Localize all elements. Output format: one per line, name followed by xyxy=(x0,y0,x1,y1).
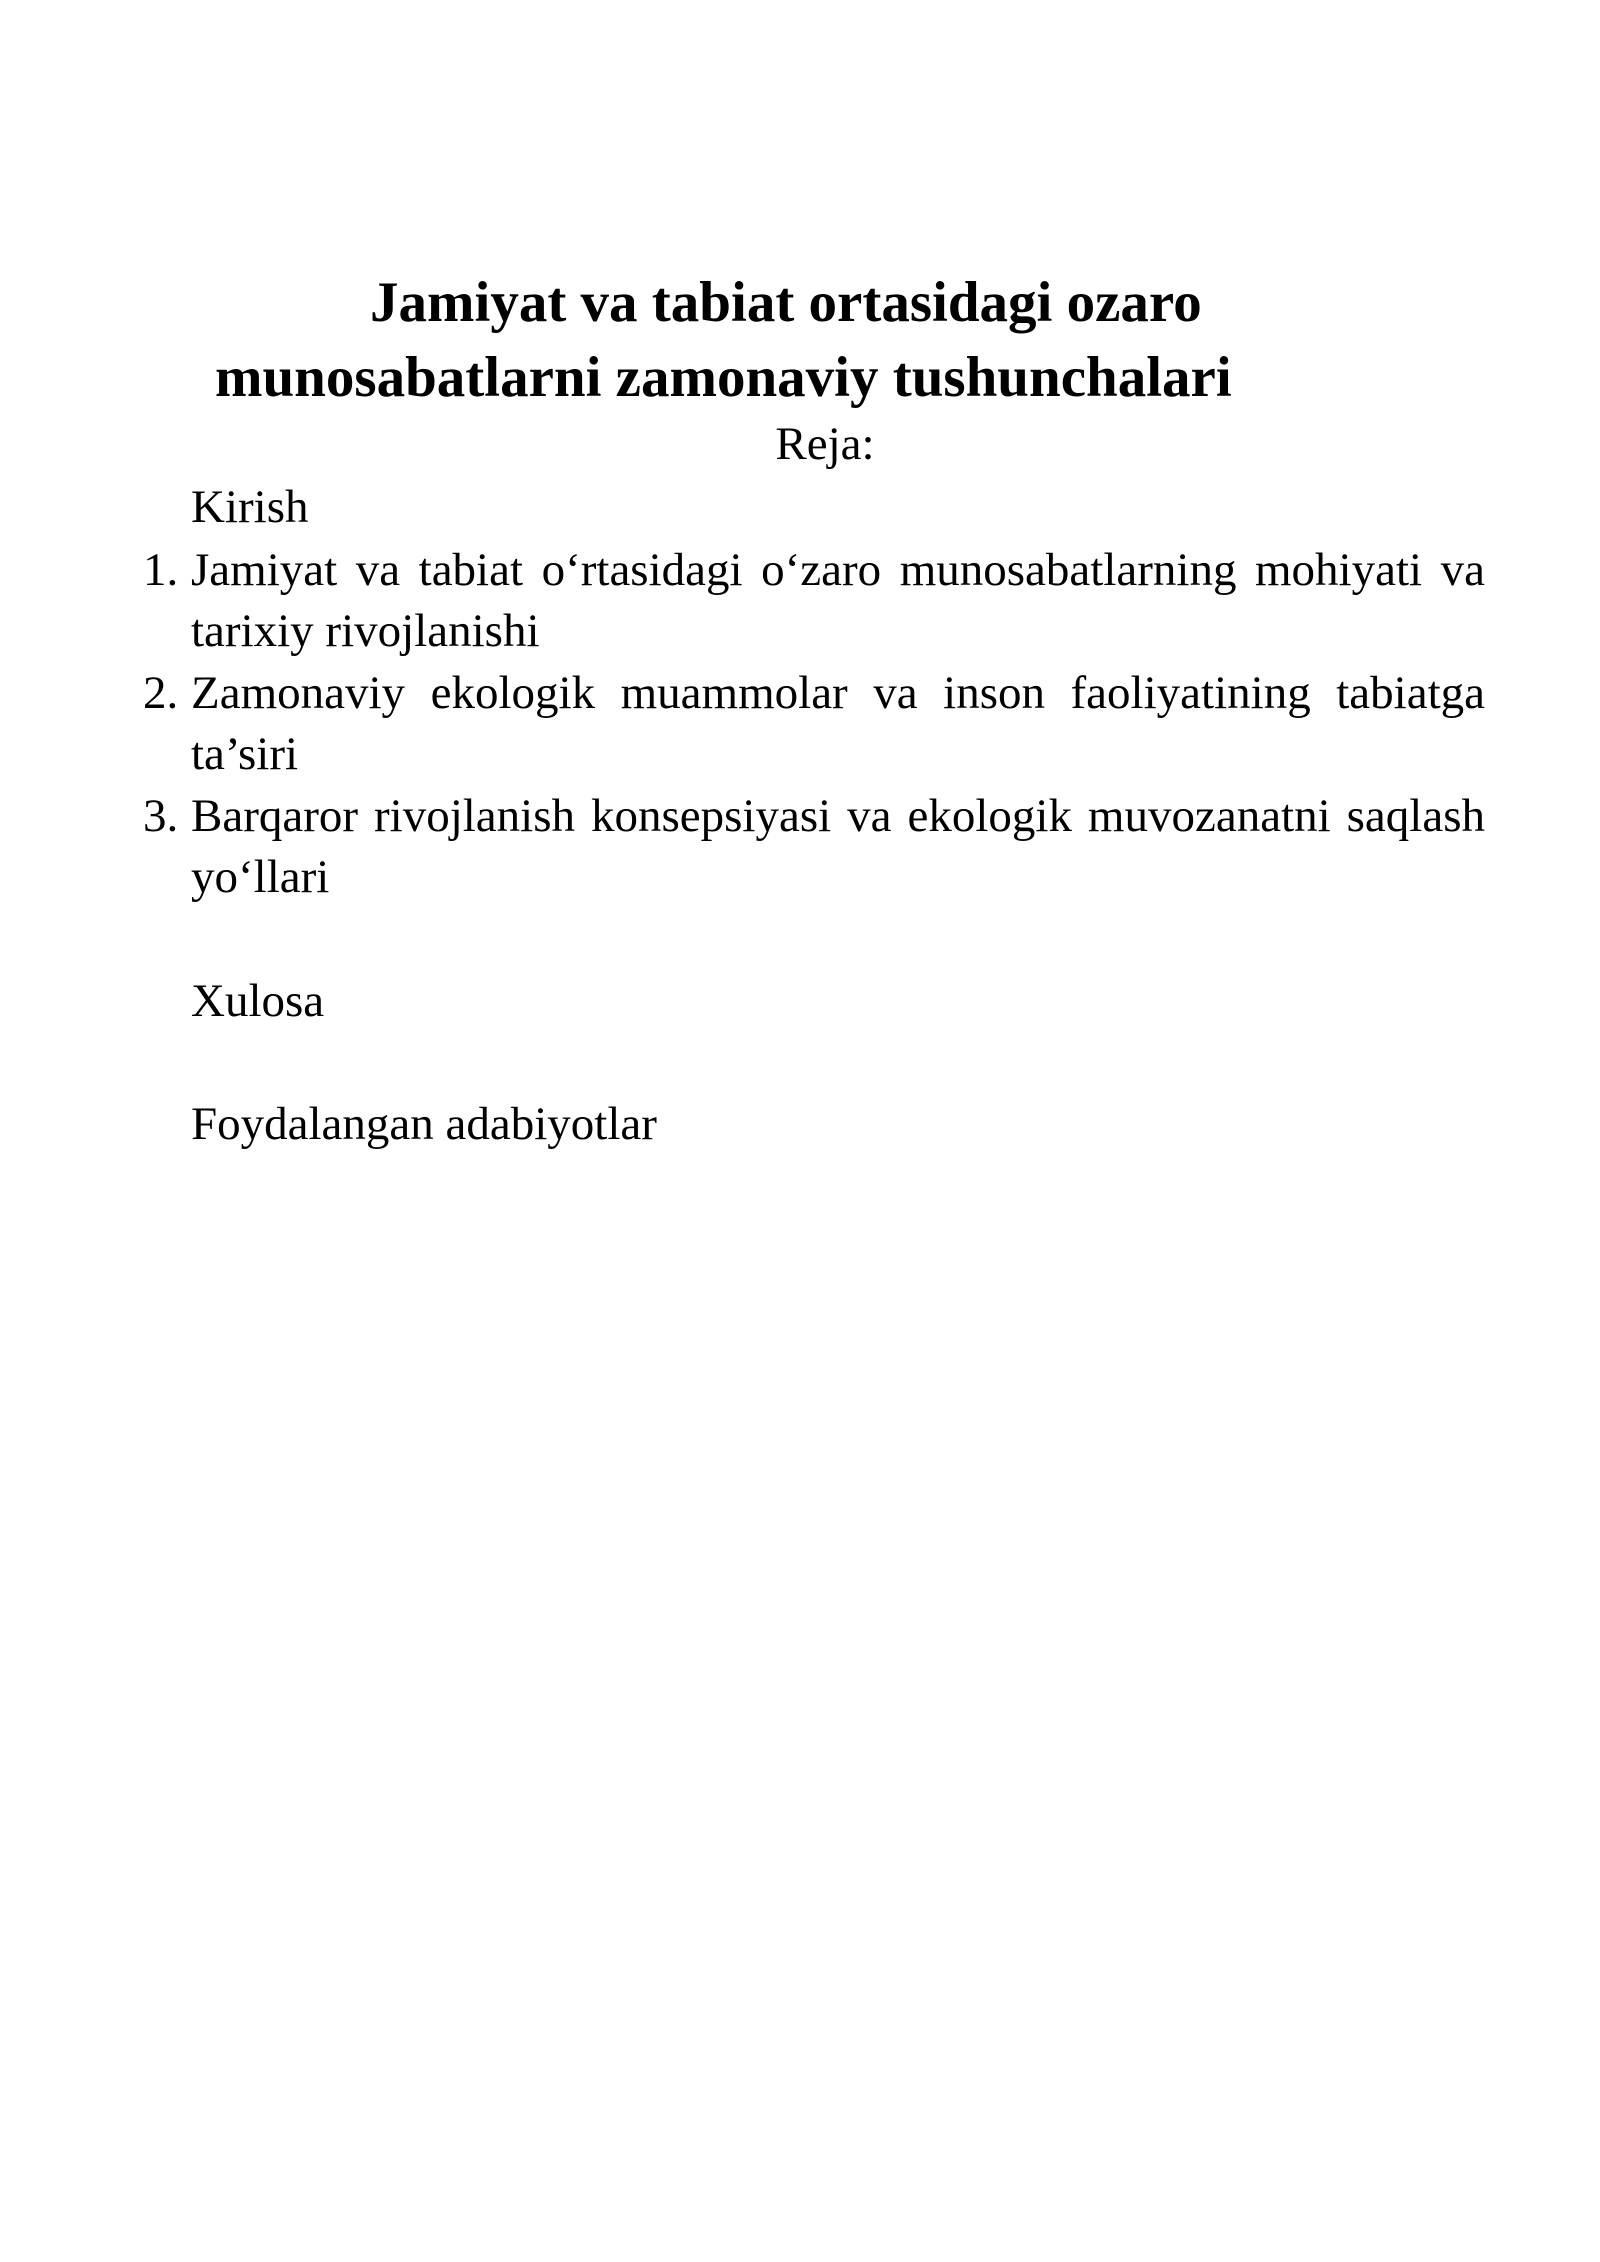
references-item: Foydalangan adabiyotlar xyxy=(191,1098,657,1150)
plan-item-number: 3. xyxy=(143,790,179,842)
plan-item xyxy=(0,786,1600,908)
document-title-line-2: munosabatlarni zamonaviy tushunchalari xyxy=(215,346,1232,409)
plan-item-text: Zamonaviy ekologik muammolar va inson faoliyatining tabiatga ta’siri xyxy=(191,667,1485,780)
plan-item xyxy=(0,540,1600,662)
plan-heading: Reja: xyxy=(775,418,875,470)
intro-item: Kirish xyxy=(191,481,309,533)
document-title-line-1: Jamiyat va tabiat ortasidagi ozaro xyxy=(370,271,1202,334)
plan-item xyxy=(0,663,1600,785)
plan-item-text: Barqaror rivojlanish konsepsiyasi va ekologik muvozanatni saqlash yo‘llari xyxy=(191,790,1485,903)
plan-list xyxy=(0,540,1600,909)
plan-item-number: 2. xyxy=(143,667,179,719)
conclusion-item: Xulosa xyxy=(191,975,325,1027)
plan-item-text: Jamiyat va tabiat o‘rtasidagi o‘zaro munosabatlarning mohiyati va tarixiy rivojlanishi xyxy=(191,544,1485,657)
plan-item-number: 1. xyxy=(143,544,179,596)
